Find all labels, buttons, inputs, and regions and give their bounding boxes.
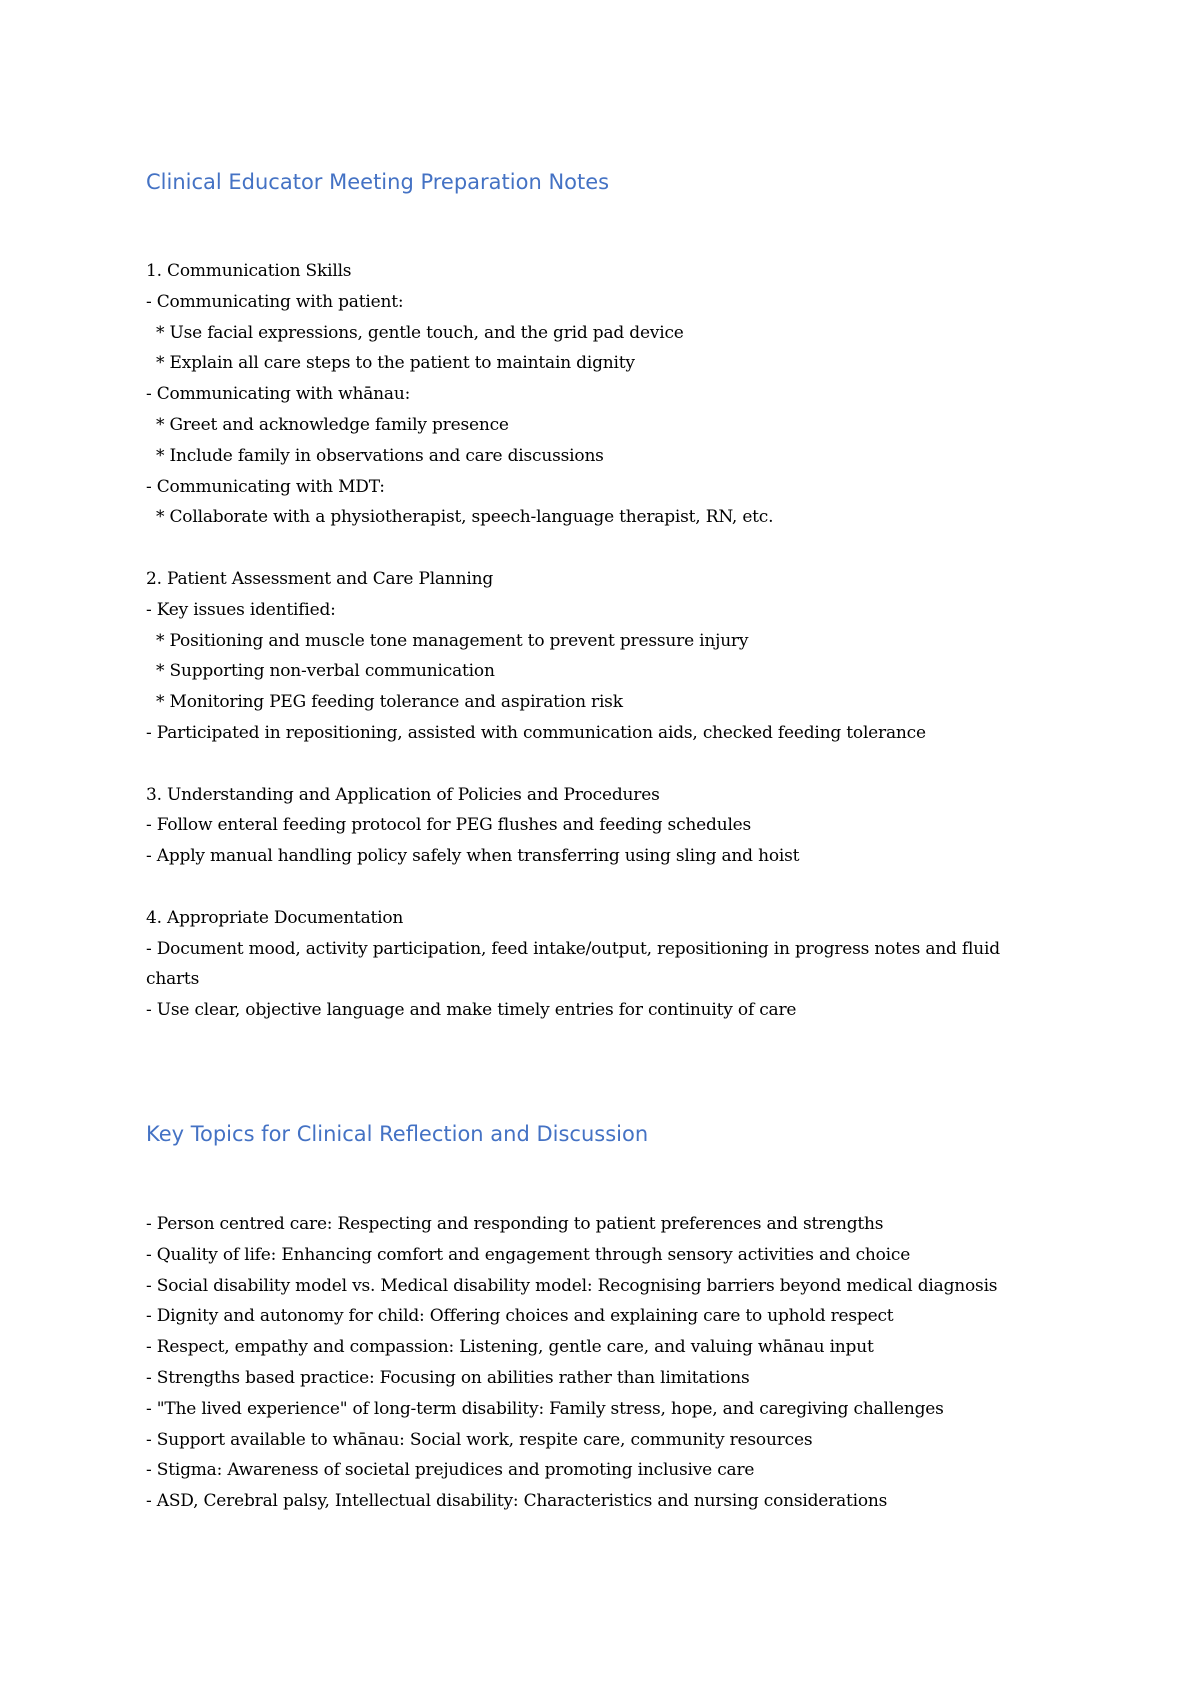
topic-item: - Dignity and autonomy for child: Offering choices and explaining care to uphold respect <box>146 1306 894 1327</box>
topic-item: - Strengths based practice: Focusing on abilities rather than limitations <box>146 1367 750 1388</box>
note-line: * Collaborate with a physiotherapist, speech-language therapist, RN, etc. <box>156 507 774 528</box>
note-line: * Use facial expressions, gentle touch, and the grid pad device <box>156 322 684 343</box>
note-line: - Communicating with whānau: <box>146 384 411 405</box>
topic-item: - Social disability model vs. Medical disability model: Recognising barriers beyond medical diagnosis <box>146 1275 998 1296</box>
note-line: * Greet and acknowledge family presence <box>156 414 509 435</box>
note-line: - Communicating with patient: <box>146 291 404 312</box>
note-line: * Positioning and muscle tone management to prevent pressure injury <box>156 630 749 651</box>
note-line: * Explain all care steps to the patient to maintain dignity <box>156 353 635 374</box>
topic-item: - Support available to whānau: Social work, respite care, community resources <box>146 1429 813 1450</box>
topic-item: - Person centred care: Respecting and responding to patient preferences and strengths <box>146 1214 884 1234</box>
spacer <box>146 872 1046 903</box>
note-line: * Supporting non-verbal communication <box>156 661 495 682</box>
preparation-notes <box>146 256 1046 1026</box>
note-line: * Monitoring PEG feeding tolerance and aspiration risk <box>156 692 623 713</box>
note-line: - Follow enteral feeding protocol for PEG flushes and feeding schedules <box>146 815 752 836</box>
note-line: - Apply manual handling policy safely when transferring using sling and hoist <box>146 846 800 867</box>
spacer <box>146 749 1046 780</box>
topics-list <box>146 1209 1046 1517</box>
document-title: Clinical Educator Meeting Preparation Notes <box>146 170 610 194</box>
section-title: 2. Patient Assessment and Care Planning <box>146 568 494 589</box>
topics-title: Key Topics for Clinical Reflection and Discussion <box>146 1122 649 1146</box>
note-line: * Include family in observations and care discussions <box>156 445 604 466</box>
note-line: - Communicating with MDT: <box>146 476 385 497</box>
section-title: 3. Understanding and Application of Policies and Procedures <box>146 784 660 805</box>
topic-item: - ASD, Cerebral palsy, Intellectual disability: Characteristics and nursing considerations <box>146 1491 888 1512</box>
topic-item: - Respect, empathy and compassion: Listening, gentle care, and valuing whānau input <box>146 1337 874 1358</box>
note-line: - Key issues identified: <box>146 599 336 620</box>
note-line: - Use clear, objective language and make timely entries for continuity of care <box>146 1000 797 1021</box>
topic-item: - Quality of life: Enhancing comfort and engagement through sensory activities and choice <box>146 1244 911 1265</box>
topic-item: - Stigma: Awareness of societal prejudices and promoting inclusive care <box>146 1460 755 1481</box>
note-line: - Participated in repositioning, assisted with communication aids, checked feeding tolerance <box>146 722 926 743</box>
section-title: 1. Communication Skills <box>146 261 352 281</box>
topic-item: - "The lived experience" of long-term disability: Family stress, hope, and caregiving challenges <box>146 1398 944 1419</box>
section-title: 4. Appropriate Documentation <box>146 907 404 928</box>
note-line: - Document mood, activity participation, feed intake/output, repositioning in progress notes and fluid charts <box>146 938 1000 990</box>
spacer <box>146 533 1046 564</box>
